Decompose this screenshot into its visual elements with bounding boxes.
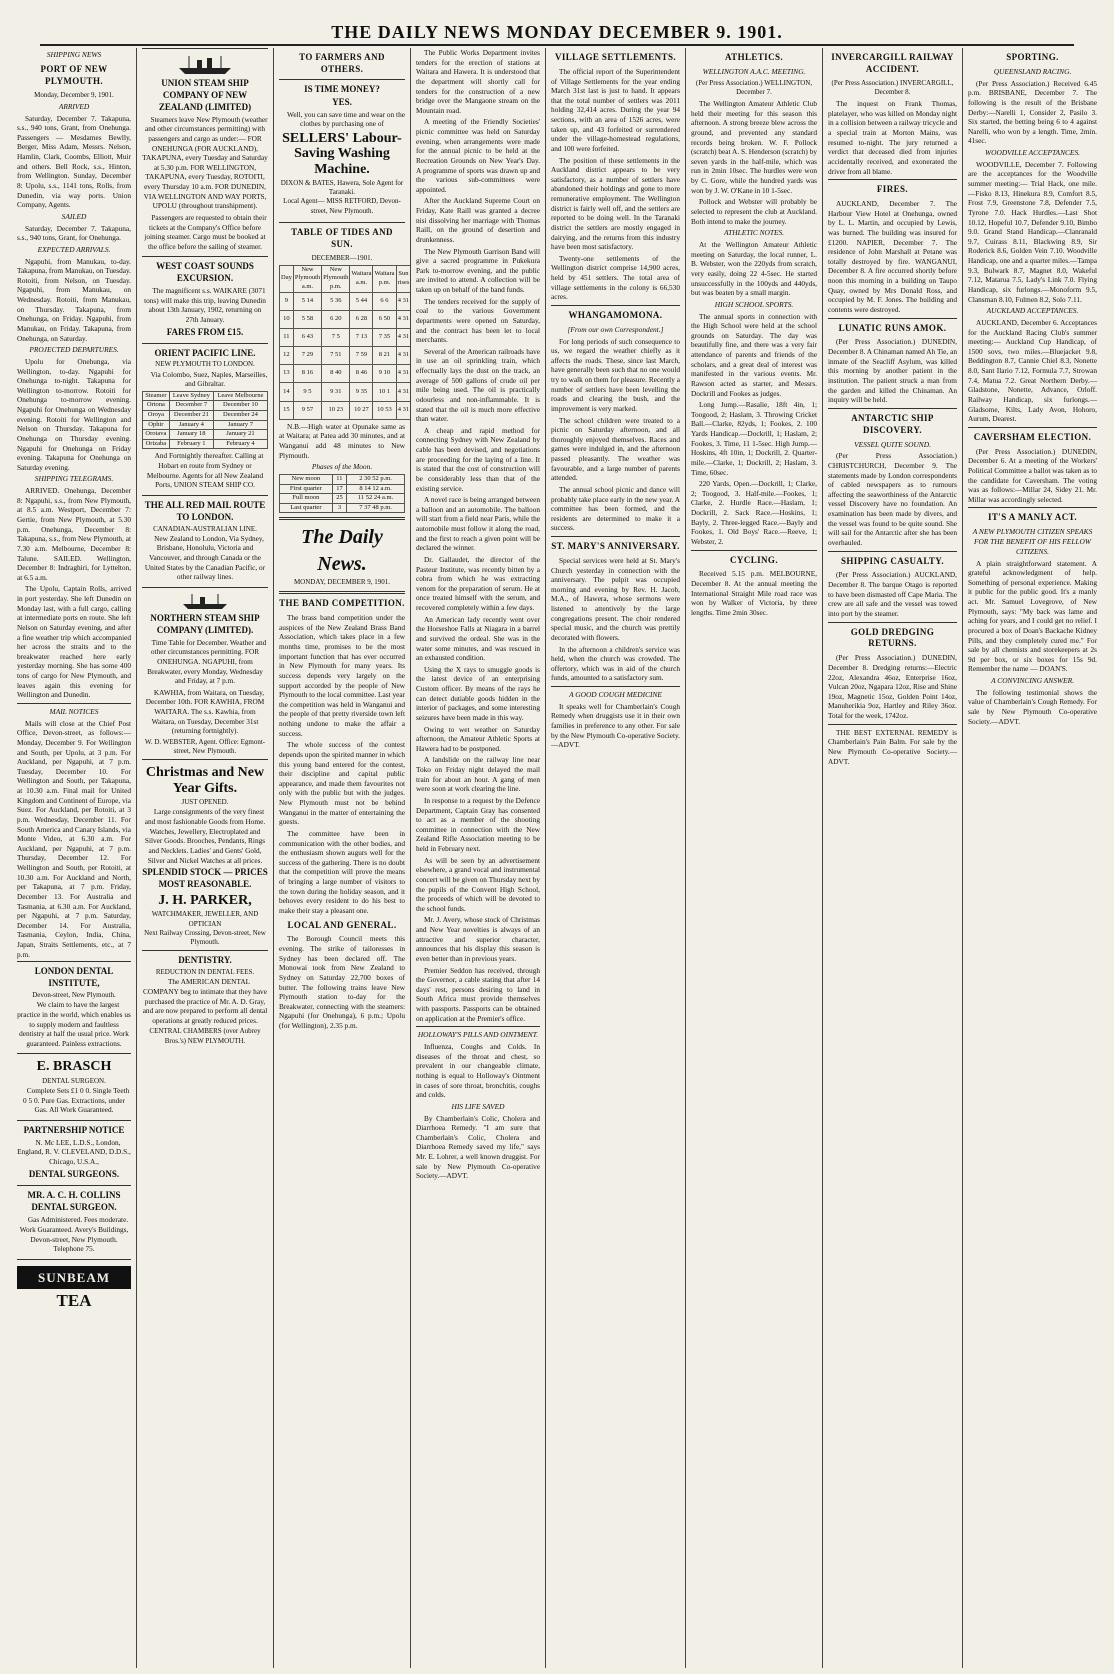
table-cell: 9 bbox=[280, 292, 294, 310]
cough-text: It speaks well for Chamberlain's Cough Remedy when druggists use it in their own families in preference to any other. For sale by the New Plymouth Co-operative Society.—ADVT. bbox=[551, 701, 680, 750]
table-cell: December 21 bbox=[169, 411, 213, 421]
railway-text: The inquest on Frank Thomas, platelayer, who was killed on Monday night in a collision between a railway tricycle and a special train at Morton Mains, was resumed to-night. The jury returned a verdict that deceased died from injuries accidentally received, and exonerated the driver from all blame. bbox=[828, 99, 957, 176]
steamship-icon bbox=[180, 593, 230, 611]
auckland-acceptances-text: AUCKLAND, December 6. Acceptances for the Auckland Racing Club's summer meeting:— Auckland Cup Handicap, of 1500 sovs, two miles.—Bluejacket 9.8, Beddington 8.7, Cannie Chiel 8.3, Nonette 8.0, Sant Ilario 7.12, Formula 7.7, Strowan 7.4, Matua 7.2. Great Northern Derby.—Gladstone, Nonette, Advance, Orloff. Railway Handicap, six furlongs.—Gladsome, Kilts, Lady Avon, Hohoro, Aurum, Dearest. bbox=[968, 317, 1097, 424]
pills-heading: HOLLOWAY'S PILLS AND OINTMENT. bbox=[417, 1030, 539, 1040]
band-heading: THE BAND COMPETITION. bbox=[279, 598, 405, 609]
sunbeam-tea: TEA bbox=[56, 1290, 92, 1310]
high-school-paragraph: 220 Yards, Open.—Dockrill, 1; Clarke, 2; Toogood, 3. Half-mile.—Fookes, 1; Clarke, 2. Hurdle Race.—Haslam, 1; Dockrill, 2. Sack Race.—Hoskins, 1; Bayly, 2. Three-legged Race.—Bayly and Fookes, 1. Old Boys' Race.—Reeve, 1; Webster, 2. bbox=[691, 479, 817, 546]
table-cell: 5 44 bbox=[350, 292, 373, 310]
table-row bbox=[280, 383, 412, 401]
table-cell: 6 43 bbox=[293, 328, 321, 346]
orient-heading: ORIENT PACIFIC LINE. bbox=[154, 347, 256, 358]
table-cell: 12 bbox=[280, 347, 294, 365]
table-cell: 9 35 bbox=[350, 383, 373, 401]
news-paragraph: As will be seen by an advertisement elsewhere, a grand vocal and instrumental concert will be given on Thursday next by the pupils of the Convent High School, the proceeds of which will be devoted to the school funds. bbox=[416, 855, 540, 913]
mails-text: Mails will close at the Chief Post Office, Devon-street, as follows:— Monday, December 9. For Wellington and South, per Upolu, at 3 p.m. For Auckland, per Ngapuhi, at 7 p.m. Tuesday, December 10. For Wellington and South, per Takapuna, at 10.30 a.m. Final mail for United Kingdom and Continent of Europe, via Suez. For Auckland, per Rotoiti, at 3 p.m. Wednesday, December 11. For South America and Canary Islands, via Monte Video, at 6.30 a.m. For Auckland, per Ngapuhi, at 7 p.m. Thursday, December 12. For Wellington and South, per Rotoiti, at 10.30 a.m. For Auckland and North, per Takapuna, at 7 p.m. Friday, December 13. For Australia and Tasmania, at 6.30 a.m. For Auckland, per Ngapuhi, at 7 p.m. Saturday, December 14. For Australia, Tasmania, Ceylon, India, China, Japan, Straits Settlements, etc., at 7 p.m. bbox=[17, 718, 131, 959]
whangamomona-paragraph: The annual school picnic and dance will probably take place early in the new year. A committee has been formed, and the residents are determined to make it a success. bbox=[551, 484, 680, 533]
divider bbox=[551, 686, 680, 687]
convincing-heading: A CONVINCING ANSWER. bbox=[991, 676, 1074, 686]
table-cell: 4 31 bbox=[396, 383, 411, 401]
allred-ad bbox=[142, 495, 268, 587]
divider bbox=[279, 591, 405, 594]
pills-text: Influenza, Coughs and Colds. In diseases of the throat and chest, so prevalent in our changeable climate, nothing is equal to Holloway's Ointment in cases of sore throat, bronchitis, coughs and colds. bbox=[416, 1042, 540, 1100]
table-cell: January 18 bbox=[169, 430, 213, 440]
table-cell: 6 50 bbox=[373, 310, 396, 328]
local-agent: Local Agent— MISS RETFORD, Devon-street, New Plymouth. bbox=[283, 197, 401, 215]
convincing-text: The following testimonial shows the value of Chamberlain's Cough Remedy. For sale by New Plymouth Co-operative Society.—ADVT. bbox=[968, 687, 1097, 726]
athletic-notes-text: At the Wellington Amateur Athletic meeting on Saturday, the local runner, L. B. Webster, won the 220yds from scratch, very easily, doing 22 4-5sec. He started unsuccessfully in the 100yds and 440yds, but was beaten by a small margin. bbox=[691, 240, 817, 298]
table-cell: 4 31 bbox=[396, 401, 411, 419]
dental-surgeons-label: DENTAL SURGEONS. bbox=[28, 1168, 120, 1179]
manly-act-heading: IT'S A MANLY ACT. bbox=[988, 512, 1077, 523]
casualty-heading: SHIPPING CASUALTY. bbox=[840, 555, 945, 566]
table-cell: 10 bbox=[280, 310, 294, 328]
table-cell: 8 16 bbox=[293, 365, 321, 383]
westcoast-text: The magnificent s.s. WAIKARE (3071 tons) will make this trip, leaving Dunedin about 13th January, 1902, returning on 27th January. bbox=[144, 286, 266, 324]
st-marys-paragraph: In the afternoon a children's service was held, when the church was crowded. The offertory, which was in aid of the church funds, amounted to a satisfactory sum. bbox=[551, 644, 680, 683]
table-cell: 11 bbox=[332, 474, 346, 484]
dentistry-sub: REDUCTION IN DENTAL FEES. bbox=[155, 968, 255, 977]
table-cell: 5 36 bbox=[322, 292, 350, 310]
parker-sub: WATCHMAKER, JEWELLER, AND OPTICIAN bbox=[151, 910, 259, 928]
tides-heading: TABLE OF TIDES AND SUN. bbox=[291, 226, 393, 249]
sunbeam-brand: SUNBEAM bbox=[17, 1266, 131, 1289]
orient-note: And Fortnightly thereafter. Calling at Hobart en route from Sydney or Melbourne. Agents for all New Zealand Ports, UNION STEAM SHIP CO. bbox=[146, 451, 264, 490]
collins-sub: DENTAL SURGEON. bbox=[31, 1202, 117, 1213]
port-heading: PORT OF NEW PLYMOUTH. bbox=[40, 63, 108, 86]
allred-text: New Zealand to London, Via Sydney, Brisbane, Honolulu, Victoria and Vancouver, and through Canada or the United States by the Canadian Pacific, or other railway lines. bbox=[144, 533, 266, 582]
table-cell: 11 bbox=[280, 328, 294, 346]
tides-sub: DECEMBER—1901. bbox=[311, 253, 373, 262]
christmas-heading: Christmas and New Year Gifts. bbox=[145, 765, 265, 796]
table-cell: February 1 bbox=[169, 439, 213, 449]
washing-machine-ad bbox=[279, 79, 405, 219]
table-row bbox=[280, 484, 405, 494]
allred-heading: THE ALL RED MAIL ROUTE TO LONDON. bbox=[144, 499, 266, 522]
woodville-text: WOODVILLE, December 7. Following are the acceptances for the Woodville summer meeting:— Trial Hack, one mile.—Fisko 8.13, Hinekura 8.9, Comfort 8.5, Frost 7.9, Greenstone 7.8, Defender 7.5, Tyrone 7.0. Hack Hurdles.—Last Shot 10.12, Hopeful 10.7, Defender 9.10, Bimbo 9.0. Grand Stand Handicap.—Clanranald 9.7, Cuirass 8.11, Blackwing 8.9, Sir Roderick 8.6, Golden Vein 7.10. Woodville Handicap, one and a quarter miles.—Tampa 9.3, Bulwark 8.7, Magnet 8.0, Wakeful 7.12, Matarua 7.5, Lady's Link 7.0. Flying Handicap, six furlongs.—Monoform 9.5, Clansman 8.10, Fulmen 8.2, Solo 7.11. bbox=[968, 159, 1097, 304]
dental-ad-heading: LONDON DENTAL INSTITUTE, bbox=[34, 966, 114, 989]
table-cell: December 24 bbox=[213, 411, 267, 421]
table-cell: 25 bbox=[332, 494, 346, 504]
tides-table bbox=[279, 265, 411, 420]
column-1 bbox=[12, 48, 137, 1668]
table-header: Waitara a.m. bbox=[350, 265, 373, 292]
table-row bbox=[143, 420, 268, 430]
news-paragraph: A meeting of the Friendly Societies' picnic committee was held on Saturday evening, when arrangements were made for the annual picnic to be held at the Recreation Grounds on New Year's Day. A programme of sports was drawn up and the various sub-committees were appointed. bbox=[416, 117, 540, 194]
whangamomona-heading: WHANGAMOMONA. bbox=[568, 309, 663, 320]
divider bbox=[416, 1026, 540, 1027]
lunatic-text: (Per Press Association.) DUNEDIN, December 8. A Chinaman named Ah Tie, an inmate of the Seacliff Asylum, was killed this morning by another patient in the institution. The patient struck a man from the garden and killed the Chinaman. An inquiry will be held. bbox=[828, 337, 957, 405]
pain-balm-text: THE BEST EXTERNAL REMEDY is Chamberlain's Pain Balm. For sale by the New Plymouth Co-operative Society.—ADVT. bbox=[828, 727, 957, 766]
railway-accident-heading: INVERCARGILL RAILWAY ACCIDENT. bbox=[831, 52, 954, 74]
table-cell: 9 31 bbox=[322, 383, 350, 401]
antarctic-text: (Per Press Association.) CHRISTCHURCH, December 9. The statements made by London correspondents of cabled newspapers as to rumours affecting the seaworthiness of the Antarctic vessel Discovery have no foundation. An examination has been made by divers, and the vessel was found to be quite sound. She will sail for the Antarctic after she has been overhauled. bbox=[828, 451, 957, 547]
table-cell: 5 14 bbox=[293, 292, 321, 310]
christmas-sub: JUST OPENED. bbox=[181, 798, 229, 807]
caversham-text: (Per Press Association.) DUNEDIN, December 6. At a meeting of the Workers' Political Committee a ballot was taken as to the candidate for Caversham. The voting was as follows:—Millar 24, Sidey 21. Mr. Millar was accordingly selected. bbox=[968, 446, 1097, 504]
table-header: Day bbox=[280, 265, 294, 292]
table-cell: First quarter bbox=[280, 484, 333, 494]
moon-heading: Phases of the Moon. bbox=[311, 462, 373, 472]
table-cell: 14 bbox=[280, 383, 294, 401]
table-header: Leave Sydney bbox=[169, 391, 213, 401]
save-text: Well, you can save time and wear on the clothes by purchasing one of bbox=[287, 109, 405, 129]
table-cell: 10 23 bbox=[322, 401, 350, 419]
village-paragraph: The official report of the Superintendent of Village Settlements for the year ending March 31st last is just to hand. It appears that the total number of settlers was 2011 holding 32,414 acres. During the year 94 sections, with an area of 1526 acres, were taken up, and 43 forfeited or surrendered under the village-homestead regulations, and 100 were forfeited. bbox=[551, 66, 680, 153]
column-4 bbox=[411, 48, 546, 1668]
shipping-heading: SHIPPING NEWS bbox=[46, 50, 102, 59]
table-header: Waitara p.m. bbox=[373, 265, 396, 292]
projected-heading: PROJECTED DEPARTURES. bbox=[29, 345, 119, 355]
table-cell: January 7 bbox=[213, 420, 267, 430]
table-cell: 10 1 bbox=[373, 383, 396, 401]
table-cell: January 21 bbox=[213, 430, 267, 440]
band-paragraph: The committee have been in communication with the other bodies, and the enthusiasm shown augurs well for the success of the gathering. There is no doubt that the competition will prove the means of bringing a large number of visitors to the town during the holiday season, and it behoves every resident to do his best to make their stay a pleasant one. bbox=[279, 828, 405, 915]
expected-heading: EXPECTED ARRIVALS. bbox=[37, 244, 111, 254]
divider bbox=[279, 517, 405, 520]
queensland-sub: QUEENSLAND RACING. bbox=[993, 66, 1072, 76]
webster-agent: W. D. WEBSTER, Agent. Office: Egmont-street, New Plymouth. bbox=[144, 737, 266, 756]
village-paragraph: The position of these settlements in the Auckland district appears to be very satisfactory, as a number of settlers have abandoned their holdings and gone to more remunerative employment. The Wellington district is fairly well off, and the settlers are reported to be doing well. In the Taranaki district the settlers are mostly engaged in dairying, and the returns from this industry have been most satisfactory. bbox=[551, 155, 680, 252]
table-row bbox=[143, 401, 268, 411]
news-paragraph: A cheap and rapid method for connecting Sydney with New Zealand by cable has been devised, and negotiations are proceeding for the laying of a line. It is stated that the cost of construction will be considerably less than that of the existing service. bbox=[416, 425, 540, 493]
dental-institute-ad bbox=[17, 961, 131, 1053]
divider bbox=[828, 179, 957, 180]
village-paragraph: Twenty-one settlements of the Wellington district comprise 14,900 acres, held by 451 settlers. The total area of village settlements in the colony is 66,530 acres. bbox=[551, 253, 680, 302]
news-paragraph: The tenders received for the supply of coal to the various Government departments were opened on Saturday, and the contract has been let to local merchants. bbox=[416, 296, 540, 345]
table-cell: 8 14 12 a.m. bbox=[347, 484, 405, 494]
casualty-text: (Per Press Association.) AUCKLAND, December 8. The barque Otago is reported to have been dismasted off Cape Maria. The crew are all safe and the vessel was towed into port by the steamer. bbox=[828, 570, 958, 618]
newspaper-flag: The Daily News. bbox=[301, 526, 383, 575]
news-paragraph: Using the X rays to smuggle goods is the latest device of an enterprising Custom officer. By means of the rays he can detect dutiable goods hidden in the interior of packages, and some interesting seizures have been made in this way. bbox=[416, 664, 540, 722]
table-cell: February 4 bbox=[213, 439, 267, 449]
table-cell: 17 bbox=[332, 484, 346, 494]
table-cell: 9 57 bbox=[293, 401, 321, 419]
westcoast-ad bbox=[142, 256, 268, 342]
whangamomona-paragraph: The school children were treated to a picnic on Saturday afternoon, and all thoroughly enjoyed themselves. Races and games were indulged in, and the afternoon passed pleasantly. The weather was favourable, and a large number of parents attended. bbox=[551, 415, 680, 483]
athletics-paragraph: The Wellington Amateur Athletic Club held their meeting for this season this afternoon. A strong breeze blew across the ground, and prevented any standard records being broken. W. F. Pollock (scratch) beat A. S. Henderson (scratch) by seven yards in the half-mile, which was run in 2min 10sec. The hurdles were won by C. Gore, while the hundred yards was won by J. W. O'Kane in 10 1-5sec. bbox=[691, 99, 817, 195]
table-row bbox=[280, 292, 412, 310]
farmers-heading: TO FARMERS AND OTHERS. bbox=[299, 52, 385, 74]
news-paragraph: Dr. Gallaudet, the director of the Pasteur Institute, was recently bitten by a cobra from which he was extracting venom for the preparation of serum. He at once treated himself with the serum, and recovered completely within a few days. bbox=[416, 554, 540, 612]
allred-sub: CANADIAN-AUSTRALIAN LINE. bbox=[153, 524, 257, 533]
table-row bbox=[143, 430, 268, 440]
northern-ad bbox=[142, 587, 268, 759]
arrived-text: Saturday, December 7. Takapuna, s.s., 940 tons, Grant, from Onehunga. Passengers — Mesdames Bewlly, Berger, Miss Adam, Messrs. Nelson, Hamlin, Clark, Coombs, Elliott, Muir and others. Bell Rock, s.s., Hinton, from Wellington. Sunday, December 8: Upolu, s.s., 1141 tons, Rolls, from Dunedin, via way ports. Union Company, Agents. bbox=[17, 113, 131, 210]
masthead: THE DAILY NEWS MONDAY DECEMBER 9. 1901. bbox=[40, 22, 1074, 46]
northern-heading: NORTHERN STEAM SHIP COMPANY (LIMITED). bbox=[150, 612, 260, 635]
st-marys-paragraph: Special services were held at St. Mary's Church yesterday in connection with the anniversary. The pulpit was occupied morning and evening by Rev. H. Jacob, M.A., of Hawera, whose sermons were listened to attentively by the large congregations present. The choir rendered special music, and the church was prettily decorated with flowers. bbox=[551, 555, 680, 642]
christmas-text: Large consignments of the very finest and most fashionable Goods from Home. Watches, Jewellery, Electroplated and Silver Goods. Brooches, Pendants, Rings and Necklets. Ladies' and Gents' Gold, Silver and Nickel Watches at all prices. bbox=[144, 807, 266, 865]
table-cell: 3 bbox=[332, 503, 346, 513]
moon-table bbox=[279, 474, 405, 513]
arrived-heading: ARRIVED bbox=[58, 101, 90, 111]
manly-act-sub: A NEW PLYMOUTH CITIZEN SPEAKS FOR THE BENEFIT OF HIS FELLOW CITIZENS. bbox=[972, 527, 1093, 556]
dentistry-heading: DENTISTRY. bbox=[178, 955, 232, 966]
table-cell: 4 31 bbox=[396, 328, 411, 346]
dental-ad-sub: Devon-street, New Plymouth. bbox=[32, 991, 116, 1000]
local-heading: LOCAL AND GENERAL. bbox=[287, 919, 397, 930]
dentistry-ad bbox=[142, 950, 268, 1049]
gold-dredging-text: (Per Press Association.) DUNEDIN, December 8. Dredging returns:—Electric 22oz, Alexandra 46oz, Enterprise 16oz, Vulcan 20oz, Ngapara 12oz, Rise and Shine 19oz, Magnetic 15oz, Golden Point 14oz, Manuherikia 9oz, Hartley and Riley 36oz. Total for the week, 1742oz. bbox=[828, 653, 957, 721]
table-cell: 10 53 bbox=[373, 401, 396, 419]
table-cell: 5 58 bbox=[293, 310, 321, 328]
table-cell: 2 30 52 p.m. bbox=[347, 474, 405, 484]
table-cell: 8 40 bbox=[322, 365, 350, 383]
table-cell: 4 31 bbox=[396, 292, 411, 310]
woodville-heading: WOODVILLE ACCEPTANCES. bbox=[985, 148, 1080, 158]
column-5 bbox=[546, 48, 686, 1668]
table-cell: Ophir bbox=[143, 420, 170, 430]
steamship-icon bbox=[175, 54, 235, 76]
table-cell: 7 13 bbox=[350, 328, 373, 346]
band-paragraph: The brass band competition under the auspices of the New Zealand Brass Band Association, which takes place in a few months time, promises to be the most important function that has ever occurred in New Plymouth for many years. Its success depends very largely on the support accorded by the people of New Plymouth to the local committee. Last year the competition was held in Wanganui and the people of that pretty riverside town left nothing undone to make the affair a success. bbox=[279, 613, 405, 738]
column-3 bbox=[274, 48, 411, 1668]
news-paragraph: The New Plymouth Garrison Band will give a sacred programme in Pukekura Park to-morrow evening, and the public are invited to attend. A collection will be taken up on behalf of the band funds. bbox=[416, 246, 540, 294]
table-cell: 6 20 bbox=[322, 310, 350, 328]
union-heading: UNION STEAM SHIP COMPANY OF NEW ZEALAND (LIMITED) bbox=[158, 78, 252, 112]
table-cell: Ortona bbox=[143, 401, 170, 411]
union-note: Passengers are requested to obtain their tickets at the Company's Office before joining steamer. Cargo must be booked at the office before the sailing of steamer. bbox=[144, 212, 267, 251]
table-cell: January 4 bbox=[169, 420, 213, 430]
sporting-heading: SPORTING. bbox=[1006, 52, 1059, 62]
lunatic-heading: LUNATIC RUNS AMOK. bbox=[838, 322, 947, 333]
brasch-name: E. BRASCH bbox=[36, 1059, 112, 1075]
table-cell: 4 31 bbox=[396, 347, 411, 365]
table-header: Leave Melbourne bbox=[213, 391, 267, 401]
table-row bbox=[280, 328, 412, 346]
table-cell: 4 31 bbox=[396, 310, 411, 328]
table-cell: 7 35 bbox=[373, 328, 396, 346]
news-paragraph: Mr. J. Avery, whose stock of Christmas and New Year novelties is always of an attractive and superior character, announces that his display this season is even better than in previous years. bbox=[416, 915, 540, 963]
news-paragraph: After the Auckland Supreme Court on Friday, Kate Raill was granted a decree nisi dissolving her marriage with Thomas Raill, on the ground of desertion and drunkenness. bbox=[416, 196, 540, 244]
table-row bbox=[280, 401, 412, 419]
divider bbox=[551, 536, 680, 537]
table-row bbox=[143, 439, 268, 449]
table-row bbox=[280, 474, 405, 484]
athletics-dateline: (Per Press Association.) WELLINGTON, December 7. bbox=[695, 78, 813, 96]
local-text: The Borough Council meets this evening. The strike of tailoresses in Sydney has been declared off. The Monowai took from New Zealand to Sydney on Saturday 22,700 boxes of butter. The following trains leave New Plymouth station to-day for the Breakwater, connecting with the steamers: Ngapuhi (for Onehunga), 6 p.m.; Upolu (for Wellington), 2.35 p.m. bbox=[279, 934, 405, 1031]
tides-note: N.B.—High water at Opunake same as at Waitara; at Patea add 30 minutes, and at Wanganui add 48 minutes to New Plymouth. bbox=[279, 421, 405, 460]
table-cell: 15 bbox=[280, 401, 294, 419]
table-cell: 7 51 bbox=[322, 347, 350, 365]
column-6 bbox=[686, 48, 823, 1668]
queensland-text: (Per Press Association.) Received 6.45 p.m. BRISBANE, December 7. The following is the result of the Brisbane Derby:—Narelli 1, Consider 2, Pasilo 3. Six started, the betting being 6 to 4 against Narelli, who won by a length. Time, 2min. 41sec. bbox=[968, 78, 1097, 146]
table-cell: 10 27 bbox=[350, 401, 373, 419]
table-header: New Plymouth a.m. bbox=[293, 265, 321, 292]
antarctic-heading: ANTARCTIC SHIP DISCOVERY. bbox=[851, 412, 934, 435]
life-saved-heading: HIS LIFE SAVED bbox=[451, 1101, 505, 1111]
news-paragraph: An American lady recently went over the Horseshoe Falls at Niagara in a barrel and survived the ordeal. She was in the water some minutes, and was rescued in an exhausted condition. bbox=[416, 614, 540, 663]
caversham-heading: CAVERSHAM ELECTION. bbox=[973, 431, 1092, 442]
orient-sailings-table bbox=[142, 391, 268, 449]
time-money: IS TIME MONEY? bbox=[304, 83, 380, 94]
divider bbox=[968, 507, 1097, 508]
table-row bbox=[280, 347, 412, 365]
table-cell: 8 21 bbox=[373, 347, 396, 365]
central-chambers: CENTRAL CHAMBERS (over Aubrey Bros.'s) NEW PLYMOUTH. bbox=[149, 1027, 261, 1045]
high-school-paragraph: The annual sports in connection with the High School were held at the school grounds on Saturday. The day was beautifully fine, and there was a very fair attendance of parents and friends of the scholars, and a great deal of interest was manifested in the various events. Mr. Rawson acted as starter, and Messrs. Dockrill and Fookes as judges. bbox=[691, 311, 817, 398]
table-cell: 11 52 24 a.m. bbox=[347, 494, 405, 504]
yes-label: YES. bbox=[332, 96, 352, 107]
table-row bbox=[280, 310, 412, 328]
column-2 bbox=[137, 48, 274, 1668]
partnership-ad bbox=[17, 1120, 131, 1185]
life-saved-text: By Chamberlain's Colic, Cholera and Diarrhoea Remedy. "I am sure that Chamberlain's Colic, Cholera and Diarrhoea Remedy saved my life," says Mr. E. Lohrer, a well known druggist. For sale by New Plymouth Co-operative Society.—ADVT. bbox=[416, 1113, 540, 1181]
union-steam-ad bbox=[142, 48, 268, 256]
news-paragraph: The Public Works Department invites tenders for the erection of stations at Waitara and Hawera. It is understood that the department will shortly call for tenders for the construction of a new bridge over the Mangaone stream on the Mountain road. bbox=[416, 48, 540, 115]
gold-dredging-heading: GOLD DREDGING RETURNS. bbox=[850, 626, 935, 649]
dental-ad-text: We claim to have the largest practice in the world, which enables us to supply modern and faultless dentistry at half the usual price. Work guaranteed. Painless extractions. bbox=[17, 1000, 131, 1048]
parker-address: Next Railway Crossing, Devon-street, New Plymouth. bbox=[144, 928, 266, 947]
news-paragraph: Owing to wet weather on Saturday afternoon, the Amateur Athletic Sports at Hawera had to be postponed. bbox=[416, 724, 540, 753]
union-text: Steamers leave New Plymouth (weather and other circumstances permitting) with passengers and cargo as under:— FOR ONEHUNGA (FOR AUCKLAND), TAKAPUNA, every Tuesday and Saturday at 5.30 p.m. FOR WELLINGTON, TAKAPUNA, every Tuesday, ROTOITI, every Thursday 10 a.m. FOR DUNEDIN, VIA WELLINGTON AND WAY PORTS, UPOLU (throughout transhipment). bbox=[142, 114, 268, 211]
table-cell: Last quarter bbox=[280, 503, 333, 513]
news-paragraph: Several of the American railroads have in use an oil sprinkling train, which effectually lays the dust on the track, an average of 500 gallons of crude oil per mile being used. The oil is practically odourless and non-inflammable. It is stated that the oil is much more effective than water. bbox=[416, 346, 540, 424]
collins-ad bbox=[17, 1185, 131, 1259]
partnership-heading: PARTNERSHIP NOTICE bbox=[23, 1124, 125, 1135]
divider bbox=[17, 703, 131, 704]
column-8 bbox=[963, 48, 1102, 1668]
partnership-text: N. Mc LEE, L.D.S., London, England, R. V. CLEVELAND, D.D.S., Chicago, U.S.A., bbox=[17, 1137, 131, 1167]
divider bbox=[691, 550, 817, 551]
upolu-text: The Upolu, Captain Rolls, arrived in port yesterday. She left Dunedin on Monday last, with a full cargo, calling at intermediate ports en route. She left Nelson on Saturday evening, and after a fine weather trip which accompanied her across the straits and to the breakwater reached here early yesterday morning. She has some 400 tons of cargo for New Plymouth, and leaves again this evening for Wellington and Dunedin. bbox=[17, 584, 131, 700]
orient-sub: NEW PLYMOUTH TO LONDON. bbox=[155, 360, 255, 369]
divider bbox=[828, 622, 957, 623]
news-paragraph: Premier Seddon has received, through the Governor, a cable stating that after 14 days' rest, persons desiring to land in South Africa must provide themselves with passports. Passports can be obtained on application at the Premier's office. bbox=[416, 965, 540, 1023]
table-header: New Plymouth p.m. bbox=[322, 265, 350, 292]
athletics-paragraph: Pollock and Webster will probably be selected to represent the club at Auckland. Both intend to make the journey. bbox=[691, 197, 817, 226]
flag-date: MONDAY, DECEMBER 9, 1901. bbox=[293, 578, 391, 587]
brasch-text: Complete Sets £1 0 0. Single Teeth 0 5 0. Pure Gas. Extractions, under Gas. All Work Guaranteed. bbox=[23, 1086, 130, 1115]
table-cell: New moon bbox=[280, 474, 333, 484]
table-row bbox=[280, 365, 412, 383]
athletic-notes-heading: ATHLETIC NOTES. bbox=[723, 228, 785, 238]
table-cell: 13 bbox=[280, 365, 294, 383]
table-cell: December 7 bbox=[169, 401, 213, 411]
table-cell: 6 28 bbox=[350, 310, 373, 328]
divider bbox=[828, 724, 957, 725]
village-heading: VILLAGE SETTLEMENTS. bbox=[554, 52, 677, 62]
cycling-text: Received 5.15 p.m. MELBOURNE, December 8. At the annual meeting the International Straight Mile road race was won by Walker of Victoria, by three lengths. Time 2min 30sec. bbox=[691, 569, 817, 617]
railway-dateline: (Per Press Association.) INVERCARGILL, December 8. bbox=[831, 78, 954, 96]
mails-heading: MAIL NOTICES bbox=[49, 706, 99, 716]
northern-text: Time Table for December. Weather and other circumstances permitting. FOR ONEHUNGA. NGAPUHI, from Breakwater, every Monday, Wednesday and Friday, at 7 p.m. bbox=[147, 637, 267, 686]
christmas-gifts-ad bbox=[142, 759, 268, 950]
table-header: Steamer bbox=[143, 391, 170, 401]
orient-ad bbox=[142, 343, 268, 495]
table-row bbox=[280, 494, 405, 504]
news-paragraph: In response to a request by the Defence Department, Captain Gray has consented to act as a member of the shooting committee in connection with the New Zealand Rifle Association meeting to be held in February next. bbox=[416, 795, 540, 853]
table-cell: 8 46 bbox=[350, 365, 373, 383]
table-cell: Orizaba bbox=[143, 439, 170, 449]
port-date: Monday, December 9, 1901. bbox=[34, 90, 114, 99]
sailed-text: Saturday, December 7. Takapuna, s.s., 940 tons, Grant, for Onehunga. bbox=[17, 223, 131, 243]
high-school-paragraph: Long Jump.—Rasalie, 18ft 4in, 1; Toogood, 2; Haslam, 3. Throwing Cricket Ball.—Clarke, 82yds, 1; Fookes, 2. 100 Yards Handicap.—Dockrill, 1; Haslam, 2; Fookes, 3. Time, 11 1-5sec. High Jump.—Hoskins, 4ft 10in, 1; Dockrill, 2. Quarter-mile.—Clarke, 1; Dockrill, 2; Haslam, 3. Time, 60sec. bbox=[691, 400, 817, 477]
table-cell: 7 29 bbox=[293, 347, 321, 365]
expected-text: Ngapuhi, from Manukau, to-day. Takapuna, from Manukau, on Tuesday. Rotoiti, from Nelson, on Tuesday. Ngapuhi, from Manukau, on Wednesday. Rotoiti, from Manukau, on Thursday. Takapuna, from Onehunga, on Friday. Ngapuhi, from Manukau, on Friday. Takapuna, from Onehunga, on Saturday. bbox=[17, 256, 131, 343]
divider bbox=[968, 427, 1097, 428]
telegrams-text: ARRIVED. Onehunga, December 8: Ngapuhi, s.s., from New Plymouth, at 8.5 a.m. Westport, December 7: Gertie, from New Plymouth, at 5.30 p.m. Onehunga, December 8: Takapuna, s.s., from New Plymouth, at 7.30 a.m. Melbourne, December 8: Talune. SAILED. Wellington, December 8: Indraghiri, for Lyttelton, at 6.5 a.m. bbox=[17, 486, 131, 582]
cycling-heading: CYCLING. bbox=[730, 554, 778, 565]
whangamomona-sub: [From our own Correspondent.] bbox=[567, 324, 664, 334]
divider bbox=[828, 408, 957, 409]
parker-name: J. H. PARKER, bbox=[158, 892, 252, 908]
sunbeam-tea-ad bbox=[17, 1259, 131, 1316]
westcoast-fares: FARES FROM £15. bbox=[166, 326, 244, 337]
sailed-heading: SAILED bbox=[61, 211, 87, 221]
antarctic-sub: VESSEL QUITE SOUND. bbox=[854, 439, 931, 449]
table-row bbox=[280, 503, 405, 513]
table-cell: Full moon bbox=[280, 494, 333, 504]
table-cell: 6 6 bbox=[373, 292, 396, 310]
band-paragraph: The whole success of the contest depends upon the spirited manner in which this young band entered for the contest, their discipline and capital public appearance, and made them favourites not only with the public but with the judges. New Plymouth must not be behind Wanganui in the matter of entertaining the guests. bbox=[279, 740, 405, 827]
divider bbox=[828, 551, 957, 552]
manly-act-text: A plain straightforward statement. A grateful acknowledgment of help. Something of personal experience. Making it public for the public good. It's a manly act. Mr. Samuel Lovegrove, of New Plymouth, says: "My back was lame and aching for years, and I could get no relief. I procured a box of Doan's Backache Kidney Pills, and they completely cured me." For sale by all chemists and storekeepers at 2s 9d per box, or six boxes for 15s 9d. Remember the name — DOAN'S. bbox=[968, 558, 1097, 674]
divider bbox=[828, 318, 957, 319]
news-paragraph: A landslide on the railway line near Toko on Friday night delayed the mail train for about an hour. A gang of men were soon at work clearing the line. bbox=[416, 755, 540, 794]
table-cell: 7 59 bbox=[350, 347, 373, 365]
fires-text: AUCKLAND, December 7. The Harbour View Hotel at Onehunga, owned by L. L. Martin, and occupied by Lewis, was burned. The building was insured for £1200. NAPIER, December 7. The residence of John Marshall at Petane was totally destroyed by fire. WANGANUI, December 8. A fire occurred shortly before noon this morning in a building on Taupo Quay, owned by Mrs Donald Ross, and occupied by M. F. Jones. The building and contents were destroyed. bbox=[828, 199, 957, 314]
telegrams-heading: SHIPPING TELEGRAMS. bbox=[34, 474, 114, 484]
dixon-agent: DIXON & BATES, Hawera, Sole Agent for Taranaki. bbox=[280, 178, 404, 197]
brasch-ad bbox=[17, 1053, 131, 1120]
table-cell: Oroya bbox=[143, 411, 170, 421]
sellers-heading: SELLERS' Labour-Saving Washing Machine. bbox=[282, 130, 402, 177]
table-cell: Orotava bbox=[143, 430, 170, 440]
kawhia-text: KAWHIA, from Waitara, on Tuesday, December 10th. FOR KAWHIA, FROM WAITARA. The s.s. Kawhia, from Waitara, on Tuesday, December 31st (returning fortnightly). bbox=[145, 687, 265, 736]
divider bbox=[551, 305, 680, 306]
st-marys-heading: ST. MARY'S ANNIVERSARY. bbox=[551, 541, 680, 552]
collins-name: MR. A. C. H. COLLINS bbox=[27, 1189, 121, 1200]
projected-text: Upolu for Onehunga, via Wellington, to-day. Ngapuhi for Onehunga to-night. Takapuna for Wellington to-morrow. Rotoiti for Onehunga to-morrow evening. Ngapuhi for Onehunga on Wednesday evening. Rotoiti for Wellington and Nelson on Thursday. Takapuna for Onehunga on Thursday evening. Ngapuhi for Onehunga on Friday evening. Takapuna for Onehunga on Saturday evening. bbox=[17, 356, 131, 472]
splendid-stock: SPLENDID STOCK — PRICES MOST REASONABLE. bbox=[142, 867, 268, 890]
cough-heading: A GOOD COUGH MEDICINE bbox=[569, 690, 662, 700]
table-row bbox=[143, 411, 268, 421]
news-paragraph: A novel race is being arranged between a balloon and an automobile. The balloon will start from a field near Paris, while the automobile must follow it along the road, and the first to reach a given point will be declared the winner. bbox=[416, 495, 540, 553]
dentistry-text: The AMERICAN DENTAL COMPANY beg to intimate that they have purchased the practice of Mr. A. D. Gray, and are now prepared to perform all dental operations at greatly reduced prices. bbox=[142, 977, 268, 1025]
column-7 bbox=[823, 48, 963, 1668]
westcoast-heading: WEST COAST SOUNDS EXCURSION. bbox=[156, 261, 254, 284]
brasch-sub: DENTAL SURGEON. bbox=[42, 1076, 106, 1085]
table-header: Sun rises bbox=[396, 265, 411, 292]
athletics-heading: ATHLETICS. bbox=[724, 52, 784, 62]
table-cell: 9 10 bbox=[373, 365, 396, 383]
divider bbox=[279, 222, 405, 223]
table-cell: 7 37 48 p.m. bbox=[347, 503, 405, 513]
table-cell: December 10 bbox=[213, 401, 267, 411]
orient-text: Via Colombo, Suez, Naples, Marseilles, and Gibraltar. bbox=[150, 369, 268, 389]
table-cell: 4 31 bbox=[396, 365, 411, 383]
table-cell: 7 5 bbox=[322, 328, 350, 346]
collins-text: Gas Administered. Fees moderate. Work Guaranteed. Avery's Buildings, Devon-street, New Plymouth. Telephone 75. bbox=[19, 1215, 129, 1254]
athletics-sub: WELLINGTON A.A.C. MEETING. bbox=[702, 66, 806, 76]
columns bbox=[12, 48, 1102, 1668]
table-cell: 9 5 bbox=[293, 383, 321, 401]
auckland-acceptances-heading: AUCKLAND ACCEPTANCES. bbox=[986, 306, 1079, 316]
fires-heading: FIRES. bbox=[876, 184, 909, 195]
whangamomona-paragraph: For long periods of such consequence to us, we regard the weather chiefly as it affects the roads. These, since last March, have generally been such that no one would try to walk on them for pleasure. Recently a number of settlers have been levelling the roads and clearing the bush, and the improvement is very marked. bbox=[551, 336, 680, 413]
high-school-heading: HIGH SCHOOL SPORTS. bbox=[714, 299, 794, 309]
